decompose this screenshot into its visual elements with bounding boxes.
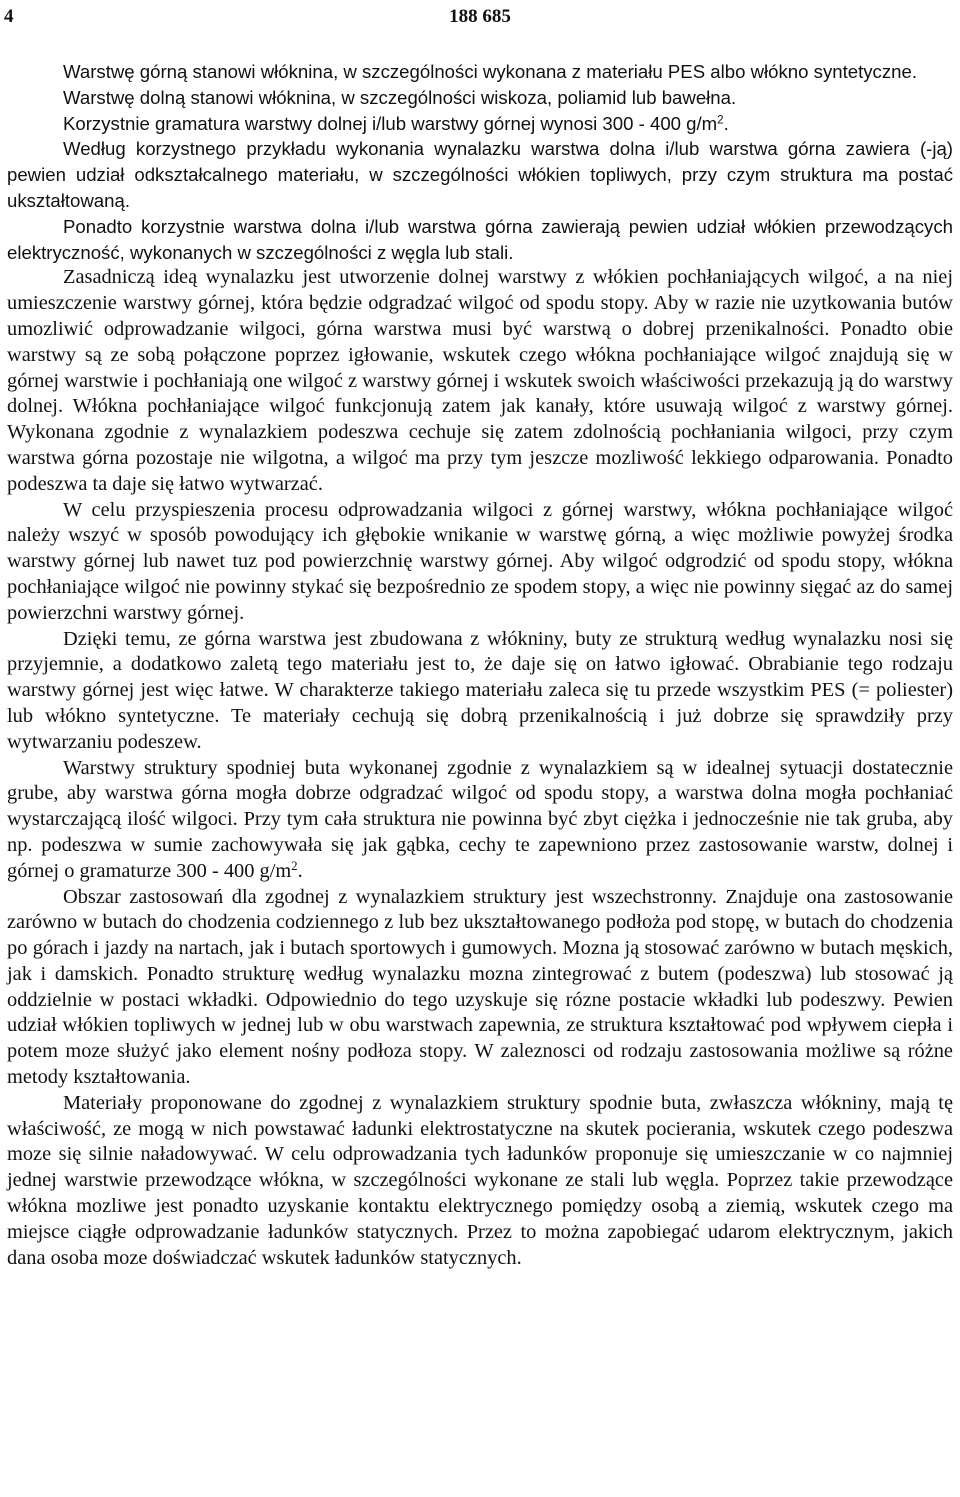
paragraph-end: .: [723, 112, 729, 134]
paragraph: [7, 111, 953, 137]
paragraph: [7, 1091, 953, 1272]
paragraph: [7, 265, 953, 497]
paragraph: [7, 85, 953, 111]
paragraph: [7, 756, 953, 885]
paragraph-text: Korzystnie gramatura warstwy dolnej i/lub warstwy górnej wynosi 300 - 400 g/m: [63, 112, 718, 134]
paragraph-text: Ponadto korzystnie warstwa dolna i/lub warstwa górna zawierają pewien udział włókien przewodzących elektryczność, wykonanych w szczególności z węgla lub stali.: [7, 215, 953, 263]
paragraph: [7, 885, 953, 1091]
paragraph: [7, 136, 953, 213]
paragraph-text: Zasadniczą ideą wynalazku jest utworzenie dolnej warstwy z włókien pochłaniających wilgoć, a na niej umieszczenie warstwy górnej, która będzie odgradzać wilgoć od spodu stopy. Aby w razie nie uzytkowania butów umozliwić odprowadzanie wilgoci, górna warstwa musi być warstwą o dobrej przenikalności. Ponadto obie warstwy są ze sobą połączone poprzez igłowanie, wskutek czego włókna pochłaniające wilgoć znajdują się w górnej warstwie i pochłaniają one wilgoć z warstwy górnej i wskutek swoich właściwości przekazują ją do warstwy dolnej. Włókna pochłaniające wilgoć funkcjonują zatem jak kanały, które usuwają wilgoć z warstwy górnej. Wykonana zgodnie z wynalazkiem podeszwa cechuje się zatem zdolnością pochłaniania wilgoci, przy czym warstwa górna pozostaje nie wilgotna, a wilgoć ma przy tym jeszcze mozliwość lekkiego odparowania. Ponadto podeszwa ta daje się łatwo wytwarzać.: [7, 266, 953, 495]
paragraph-text: Dzięki temu, ze górna warstwa jest zbudowana z włókniny, buty ze strukturą według wynalazku nosi się przyjemnie, a dodatkowo zaletą tego materiału jest to, że daje się on łatwo igłować. Obrabianie tego rodzaju warstwy górnej jest więc łatwe. W charakterze takiego materiału zaleca się tu przede wszystkim PES (= poliester) lub włókno syntetyczne. Te materiały cechują się dobrą przenikalnością i już dobrze się sprawdziły przy wytwarzaniu podeszew.: [7, 627, 953, 753]
paragraph-text: W celu przyspieszenia procesu odprowadzania wilgoci z górnej warstwy, włókna pochłaniające wilgoć należy wszyć w sposób powodujący ich głębokie wnikanie w warstwę górną, a więc możliwie powyżej środka warstwy górnej lub nawet tuz pod powierzchnię warstwy górnej. Aby wilgoć odgrodzić od spodu stopy, włókna pochłaniające wilgoć nie powinny stykać się bezpośrednio ze spodem stopy, a więc nie powinny sięgać az do samej powierzchni warstwy górnej.: [7, 498, 953, 624]
superscript: 2: [291, 858, 298, 873]
page-header: [0, 4, 960, 30]
document-body: [7, 59, 953, 1271]
paragraph: [7, 214, 953, 266]
paragraph-text: Warstwy struktury spodniej buta wykonanej zgodnie z wynalazkiem są w idealnej sytuacji dostatecznie grube, aby warstwa górna mogła dobrze odgradzać wilgoć od spodu stopy, a warstwa dolna mogła pochłaniać wystarczającą ilość wilgoci. Przy tym cała struktura nie powinna być zbyt ciężka i jednocześnie nie tak gruba, aby np. podeszwa w sumie zachowywała się jak gąbka, cechy te zapewniono przez zastosowanie warstw, dolnej i górnej o gramaturze 300 - 400 g/m: [7, 756, 953, 882]
paragraph: [7, 498, 953, 627]
page-number: 4: [4, 6, 14, 27]
paragraph: [7, 627, 953, 756]
paragraph-text: Obszar zastosowań dla zgodnej z wynalazkiem struktury jest wszechstronny. Znajduje ona zastosowanie zarówno w butach do chodzenia codziennego z lub bez ukształtowanego podłoża pod stopę, w butach do chodzenia po górach i jazdy na nartach, jak i butach sportowych i gumowych. Mozna ją stosować zarówno w butach męskich, jak i damskich. Ponadto strukturę według wynalazku mozna zintegrować z butem (podeszwa) lub stosować ją oddzielnie w postaci wkładki. Odpowiednio do tego uzyskuje się rózne postacie wkładki lub podeszwy. Pewien udział włókien topliwych w jednej lub w obu warstwach zapewnia, ze struktura kształtować pod wpływem ciepła i potem moze służyć jako element nośny podłoza stopy. W zaleznosci od rodzaju zastosowania możliwe są różne metody kształtowania.: [7, 885, 953, 1089]
superscript: 2: [717, 114, 724, 127]
paragraph-end: .: [297, 859, 303, 882]
paragraph-text: Warstwę dolną stanowi włóknina, w szczególności wiskoza, poliamid lub bawełna.: [63, 86, 737, 108]
paragraph-text: Materiały proponowane do zgodnej z wynalazkiem struktury spodnie buta, zwłaszcza włókniny, mają tę właściwość, ze mogą w nich powstawać ładunki elektrostatyczne na skutek pocierania, wskutek czego podeszwa moze się silnie naładowywać. W celu odprowadzania tych ładunków proponuje się umieszczanie w co najmniej jednej warstwie przewodzące włókna, w szczególności wykonane ze stali lub węgla. Poprzez takie przewodzące włókna mozliwe jest ponadto uzyskanie kontaktu elektrycznego pomiędzy osobą a ziemią, wskutek czego ma miejsce ciągłe odprowadzanie ładunków statycznych. Przez to można zapobiegać udarom elektrycznym, jakich dana osoba moze doświadczać wskutek ładunków statycznych.: [7, 1091, 953, 1269]
paragraph-text: Warstwę górną stanowi włóknina, w szczególności wykonana z materiału PES albo włókno syntetyczne.: [63, 61, 917, 82]
paragraph-text: Według korzystnego przykładu wykonania wynalazku warstwa dolna i/lub warstwa górna zawiera (-ją) pewien udział odkształcalnego materiału, w szczególności włókien topliwych, przy czym struktura ma postać ukształtowaną.: [7, 138, 953, 211]
document-number: 188 685: [449, 6, 511, 27]
paragraph: [7, 59, 953, 85]
